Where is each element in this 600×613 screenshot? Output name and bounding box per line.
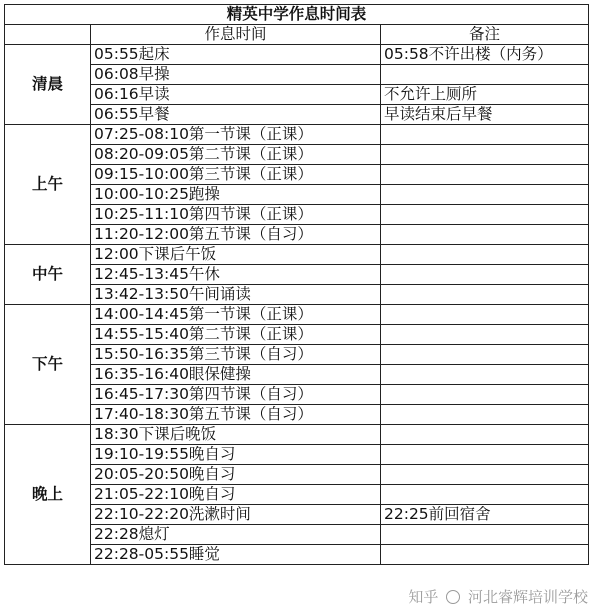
table-row: [5, 405, 589, 425]
table-row: [5, 285, 589, 305]
note-cell: [381, 345, 589, 365]
time-cell: 17:40-18:30第五节课（自习）: [91, 405, 381, 425]
table-row: [5, 485, 589, 505]
table-row: [5, 85, 589, 105]
note-cell: [381, 65, 589, 85]
table-row: [5, 345, 589, 365]
time-cell: 12:45-13:45午休: [91, 265, 381, 285]
table-row: [5, 545, 589, 565]
header-row: [5, 25, 589, 45]
note-cell: [381, 405, 589, 425]
time-cell: 10:00-10:25跑操: [91, 185, 381, 205]
note-cell: [381, 125, 589, 145]
note-cell: [381, 305, 589, 325]
time-cell: 07:25-08:10第一节课（正课）: [91, 125, 381, 145]
time-cell: 09:15-10:00第三节课（正课）: [91, 165, 381, 185]
schedule-body: [5, 45, 589, 565]
note-cell: [381, 225, 589, 245]
watermark: [408, 586, 588, 607]
time-cell: 15:50-16:35第三节课（自习）: [91, 345, 381, 365]
table-row: [5, 445, 589, 465]
time-cell: 05:55起床: [91, 45, 381, 65]
period-label: 晚上: [5, 425, 91, 565]
note-column-header: 备注: [381, 25, 589, 45]
time-cell: 14:00-14:45第一节课（正课）: [91, 305, 381, 325]
time-cell: 08:20-09:05第二节课（正课）: [91, 145, 381, 165]
time-cell: 20:05-20:50晚自习: [91, 465, 381, 485]
table-row: [5, 305, 589, 325]
period-label: 下午: [5, 305, 91, 425]
table-row: [5, 425, 589, 445]
note-cell: [381, 265, 589, 285]
table-row: [5, 185, 589, 205]
table-row: [5, 245, 589, 265]
time-cell: 06:16早读: [91, 85, 381, 105]
time-cell: 06:08早操: [91, 65, 381, 85]
time-cell: 14:55-15:40第二节课（正课）: [91, 325, 381, 345]
table-row: [5, 465, 589, 485]
title-row: [5, 5, 589, 25]
table-row: [5, 225, 589, 245]
note-cell: [381, 325, 589, 345]
period-label: 中午: [5, 245, 91, 305]
time-cell: 16:45-17:30第四节课（自习）: [91, 385, 381, 405]
at-icon: [446, 590, 460, 604]
note-cell: [381, 385, 589, 405]
table-row: [5, 525, 589, 545]
schedule-table: [4, 4, 589, 565]
time-cell: 16:35-16:40眼保健操: [91, 365, 381, 385]
time-cell: 22:28-05:55睡觉: [91, 545, 381, 565]
time-cell: 06:55早餐: [91, 105, 381, 125]
note-cell: 不允许上厕所: [381, 85, 589, 105]
note-cell: [381, 525, 589, 545]
note-cell: [381, 365, 589, 385]
note-cell: [381, 145, 589, 165]
table-row: [5, 165, 589, 185]
table-row: [5, 505, 589, 525]
table-row: [5, 265, 589, 285]
table-row: [5, 65, 589, 85]
time-cell: 12:00下课后午饭: [91, 245, 381, 265]
note-cell: [381, 545, 589, 565]
table-row: [5, 325, 589, 345]
period-header-cell: [5, 25, 91, 45]
time-cell: 21:05-22:10晚自习: [91, 485, 381, 505]
time-cell: 22:10-22:20洗漱时间: [91, 505, 381, 525]
note-cell: 22:25前回宿舍: [381, 505, 589, 525]
table-row: [5, 125, 589, 145]
time-cell: 13:42-13:50午间诵读: [91, 285, 381, 305]
note-cell: [381, 165, 589, 185]
period-label: 上午: [5, 125, 91, 245]
note-cell: [381, 245, 589, 265]
time-cell: 19:10-19:55晚自习: [91, 445, 381, 465]
note-cell: 早读结束后早餐: [381, 105, 589, 125]
table-row: [5, 385, 589, 405]
note-cell: [381, 465, 589, 485]
table-row: [5, 365, 589, 385]
table-row: [5, 45, 589, 65]
time-cell: 22:28熄灯: [91, 525, 381, 545]
time-cell: 11:20-12:00第五节课（自习）: [91, 225, 381, 245]
time-cell: 18:30下课后晚饭: [91, 425, 381, 445]
note-cell: [381, 285, 589, 305]
watermark-zhihu: 知乎: [408, 588, 439, 606]
note-cell: [381, 445, 589, 465]
table-title: 精英中学作息时间表: [5, 5, 589, 25]
note-cell: [381, 485, 589, 505]
note-cell: [381, 425, 589, 445]
note-cell: 05:58不许出楼（内务）: [381, 45, 589, 65]
table-row: [5, 205, 589, 225]
time-cell: 10:25-11:10第四节课（正课）: [91, 205, 381, 225]
watermark-school: 河北睿辉培训学校: [467, 588, 588, 606]
period-label: 清晨: [5, 45, 91, 125]
note-cell: [381, 185, 589, 205]
table-row: [5, 105, 589, 125]
note-cell: [381, 205, 589, 225]
table-row: [5, 145, 589, 165]
time-column-header: 作息时间: [91, 25, 381, 45]
